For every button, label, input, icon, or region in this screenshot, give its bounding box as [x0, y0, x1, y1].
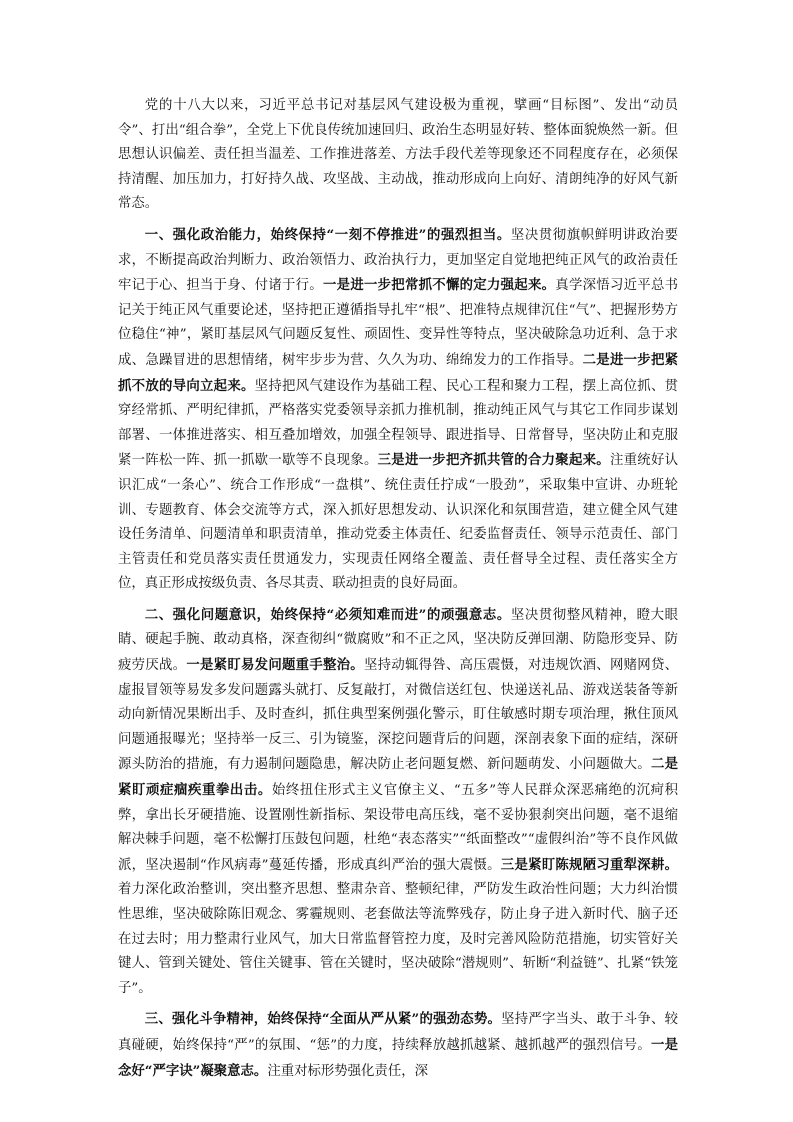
- section-1-point-2-body: 坚持把风气建设作为基础工程、民心工程和聚力工程，摆上高位抓、贯穿经常抓、严明纪律抓，严格落实党委领导亲抓力推机制，推动纯正风气与其它工作同步谋划部署、一体推进落实、相互叠加增效，加强全程领导、跟进指导、日常督导，坚决防止和克服紧一阵松一阵、抓一抓歇一歇等不良现象。: [118, 378, 679, 469]
- section-2-point-1-body: 坚持动辄得咎、高压震慑，对违规饮酒、网赌网贷、虚报冒领等易发多发问题露头就打、反复敲打，对微信送红包、快递送礼品、游戏送装备等新动向新情况果断出手、及时查纠，抓住典型案例强化警示，盯住敏感时期专项治理，揪住顶风问题通报曝光；坚持举一反三、引为镜鉴，深挖问题背后的问题，深剖表象下面的症结，深研源头防治的措施，有力遏制问题隐患，解决防止老问题复燃、新问题萌发、小问题做大。: [118, 658, 679, 773]
- section-1-point-1-heading: 一是进一步把常抓不懈的定力强起来。: [322, 277, 556, 294]
- section-2-point-2-heading: 二是紧盯顽症痼疾重拳出击。: [118, 756, 679, 799]
- section-1-point-3-body: 注重统好认识汇成“一条心”、统合工作形成“一盘棋”、统住责任拧成“一股劲”，采取集中宣讲、办班轮训、专题教育、体会交流等方式，深入抓好思想发动、认识深化和氛围营造，建立健全风气建设任务清单、问题清单和职责清单，推动党委主体责任、纪委监督责任、领导示范责任、部门主管责任和党员落实责任贯通发力，实现责任网络全覆盖、责任督导全过程、责任落实全方位，真正形成按级负责、各尽其责、联动担责的良好局面。: [118, 453, 679, 592]
- section-3-point-1-body: 注重对标形势强化责任，深: [267, 1063, 428, 1079]
- section-1-body: 坚决贯彻旗帜鲜明讲政治要求，不断提高政治判断力、政治领悟力、政治执行力，更加坚定自觉地把纯正风气的政治责任牢记于心、担当于身、付诸于行。: [118, 227, 678, 294]
- section-1-paragraph: [118, 223, 678, 597]
- section-2-point-3-heading: 三是紧盯陈规陋习重犁深耕。: [500, 856, 678, 873]
- section-2-paragraph: [118, 603, 678, 1002]
- intro-paragraph: [118, 94, 678, 217]
- section-2-point-2-body: 始终扭住形式主义官僚主义、“五多”等人民群众深恶痛绝的沉疴积弊，拿出长牙硬措施、设置刚性新指标、架设带电高压线，毫不妥协狠刹突出问题，毫不退缩解决棘手问题，毫不松懈打压鼓包问题，杜绝“表态落实”“纸面整改”“虚假纠治”等不良作风做派，坚决遏制“作风病毒”蔓延传播，形成真纠严治的强大震慑。: [118, 783, 678, 873]
- section-1-point-2-heading: 二是进一步把紧抓不放的导向立起来。: [118, 351, 679, 394]
- section-3-body: 坚持严字当头、敢于斗争、较真碰硬，始终保持“严”的氛围、“惩”的力度，持续释放越抓越紧、越抓越严的强烈信号。: [118, 1012, 679, 1053]
- section-2-point-1-heading: 一是紧盯易发问题重手整治。: [186, 657, 364, 674]
- section-1-point-1-body: 真学深悟习近平总书记关于纯正风气重要论述，坚持把正遵循指导扎牢“根”、把准特点规律沉住“气”、把握形势方位稳住“神”，紧盯基层风气问题反复性、顽固性、变异性等特点，坚决破除急功近利、急于求成、急躁冒进的思想情绪，树牢步步为营、久久为功、绵绵发力的工作指导。: [118, 278, 679, 368]
- section-3-paragraph: [118, 1007, 678, 1084]
- section-1-point-3-heading: 三是进一步把齐抓共管的合力聚起来。: [377, 452, 610, 469]
- section-1-heading: 一、强化政治能力，始终保持“一刻不停推进”的强烈担当。: [144, 226, 511, 243]
- section-3-heading: 三、强化斗争精神，始终保持“全面从严从紧”的强劲态势。: [144, 1011, 502, 1028]
- document-page: [118, 94, 678, 1090]
- section-2-point-3-body: 着力深化政治整训，突出整齐思想、整肃杂音、整顿纪律，严防发生政治性问题；大力纠治惯性思维，坚决破除陈旧观念、雾霾规则、老套做法等流弊残存，防止身子进入新时代、脑子还在过去时；用力整肃行业风气，加大日常监督管控力度，及时完善风险防范措施，切实管好关键人、管到关键处、管住关键事、管在关键时，坚决破除“潜规则”、斩断“利益链”、扎紧“铁笼子”。: [118, 882, 678, 996]
- intro-text: 党的十八大以来，习近平总书记对基层风气建设极为重视，擘画“目标图”、发出“动员令”、打出“组合拳”，全党上下优良传统加速回归、政治生态明显好转、整体面貌焕然一新。但思想认识偏差、责任担当温差、工作推进落差、方法手段代差等现象还不同程度存在，必须保持清醒、加压加力，打好持久战、攻坚战、主动战，推动形成向上向好、清朗纯净的好风气新常态。: [118, 98, 678, 212]
- section-2-heading: 二、强化问题意识，始终保持“必须知难而进”的顽强意志。: [144, 606, 511, 623]
- section-3-point-1-heading: 一是念好“严字诀”凝聚意志。: [118, 1036, 678, 1079]
- section-2-body: 坚决贯彻整风精神，瞪大眼睛、硬起手腕、敢动真格，深查彻纠“微腐败”和不正之风，坚决防反弹回潮、防隐形变异、防疲劳厌战。: [118, 607, 678, 674]
